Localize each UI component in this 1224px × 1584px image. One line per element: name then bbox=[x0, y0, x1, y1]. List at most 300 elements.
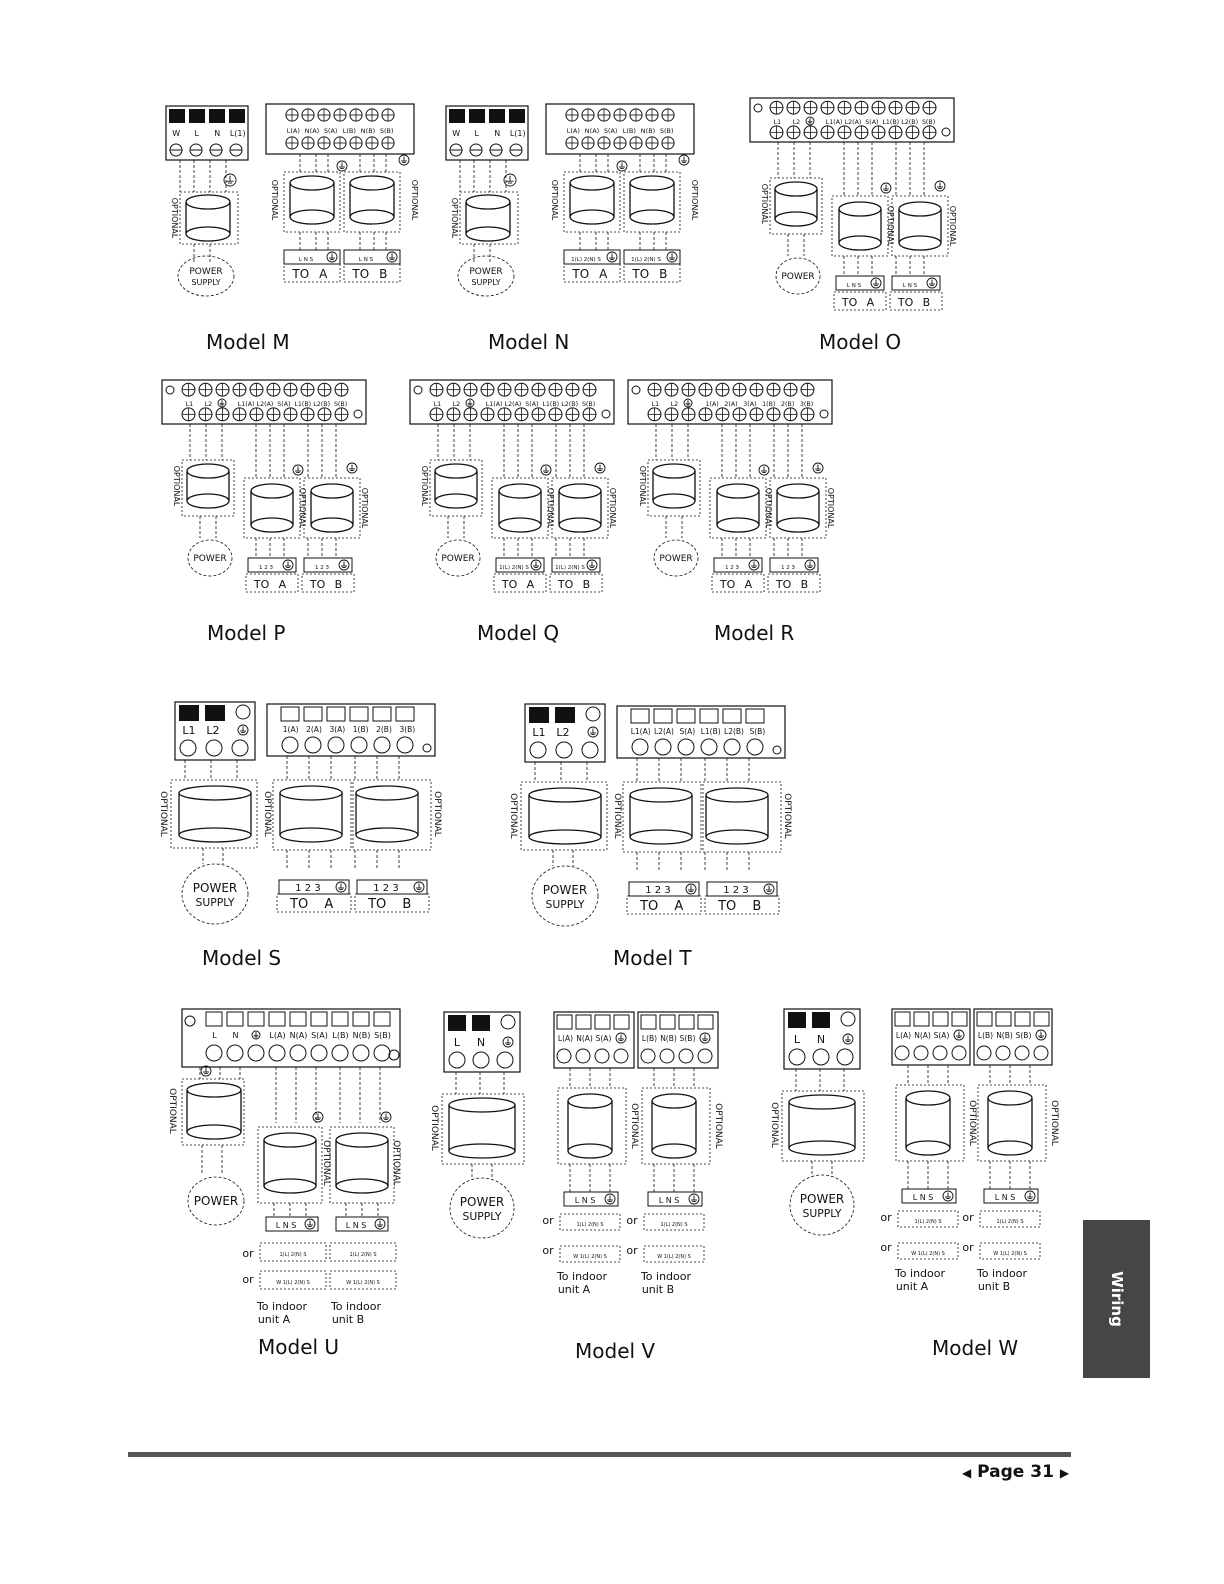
plug-pin-icon bbox=[311, 1012, 327, 1026]
screw-icon bbox=[952, 1046, 966, 1060]
unit-terminal-label: S(B) bbox=[1015, 1031, 1032, 1040]
plug-pin-icon bbox=[723, 709, 741, 723]
unit-terminal-label: L(A) bbox=[895, 1031, 912, 1040]
power-label: POWER bbox=[459, 1195, 505, 1209]
filter-core-icon bbox=[789, 1141, 855, 1155]
filter-core-icon bbox=[356, 828, 418, 842]
alt-terminal-label: 1(L) 2(N) S bbox=[279, 1252, 307, 1258]
indoor-label: To indoor bbox=[330, 1300, 382, 1313]
optional-label: OPTIONAL bbox=[508, 793, 518, 839]
mount-hole-icon bbox=[389, 1050, 399, 1060]
unit-terminal-label: L(B) bbox=[622, 127, 636, 135]
plug-pin-icon bbox=[952, 1012, 967, 1026]
optional-box bbox=[564, 172, 620, 232]
plug-pin-icon bbox=[509, 109, 525, 123]
screw-icon bbox=[837, 1049, 853, 1065]
optional-label: OPTIONAL bbox=[550, 179, 559, 221]
plug-pin-icon bbox=[448, 1015, 466, 1031]
screw-icon bbox=[305, 737, 321, 753]
filter-core-icon bbox=[280, 828, 342, 842]
mount-hole-icon bbox=[632, 386, 640, 394]
optional-label: OPTIONAL bbox=[429, 1105, 439, 1151]
model-n-diagram bbox=[440, 100, 700, 350]
terminal-label: 1(L) 2(N) S bbox=[555, 565, 585, 571]
plug-pin-icon bbox=[555, 707, 575, 723]
alt-terminal-label: 1(L) 2(N) S bbox=[349, 1252, 377, 1258]
footer-rule bbox=[128, 1452, 1071, 1457]
strip-terminal-label: L1(B) bbox=[542, 401, 560, 408]
filter-core-icon bbox=[988, 1091, 1032, 1105]
screw-icon bbox=[641, 1049, 655, 1063]
terminal-label: 1 2 3 bbox=[295, 883, 321, 894]
optional-label: OPTIONAL bbox=[713, 1103, 723, 1149]
strip-terminal-label: 3(B) bbox=[799, 401, 814, 408]
alt-terminal-label: W 1(L) 2(N) S bbox=[346, 1280, 380, 1286]
indoor-label: To indoor bbox=[256, 1300, 308, 1313]
optional-box bbox=[284, 172, 340, 232]
plug-pin-icon bbox=[700, 709, 718, 723]
indoor-label: To indoor bbox=[894, 1267, 946, 1280]
terminal-label: L N S bbox=[912, 1193, 934, 1202]
indoor-label: unit B bbox=[977, 1280, 1011, 1293]
model-p-diagram bbox=[160, 378, 370, 608]
strip-terminal-label: L2(B) bbox=[313, 401, 331, 408]
plug-pin-icon bbox=[248, 1012, 264, 1026]
indoor-label: To indoor bbox=[976, 1267, 1028, 1280]
filter-core-icon bbox=[350, 176, 394, 190]
strip-terminal-label: L2 bbox=[792, 119, 801, 126]
filter-core-icon bbox=[187, 464, 229, 478]
plug-pin-icon bbox=[449, 109, 465, 123]
screw-icon bbox=[914, 1046, 928, 1060]
optional-label: OPTIONAL bbox=[782, 793, 792, 839]
prev-arrow-icon: ◀ bbox=[962, 1466, 972, 1480]
optional-label: OPTIONAL bbox=[321, 1140, 331, 1186]
mount-hole-icon bbox=[942, 128, 950, 136]
strip-terminal-label: S(A) bbox=[277, 401, 291, 408]
plug-pin-icon bbox=[304, 707, 322, 721]
plug-pin-icon bbox=[614, 1015, 629, 1029]
plug-pin-icon bbox=[679, 1015, 694, 1029]
unit-terminal-label: 1(B) bbox=[352, 725, 369, 734]
screw-icon bbox=[556, 742, 572, 758]
strip-terminal-label: L2(B) bbox=[561, 401, 579, 408]
terminal-label: 1 2 3 bbox=[259, 565, 273, 571]
supply-terminal-label: L2 bbox=[206, 724, 220, 737]
screw-icon bbox=[813, 1049, 829, 1065]
next-arrow-icon: ▶ bbox=[1059, 1466, 1070, 1480]
indoor-label: unit A bbox=[557, 1283, 591, 1296]
filter-core-icon bbox=[559, 484, 601, 498]
filter-core-icon bbox=[839, 236, 881, 250]
filter-core-icon bbox=[187, 1125, 241, 1139]
or-label: or bbox=[962, 1241, 974, 1254]
terminal-label: 1 2 3 bbox=[315, 565, 329, 571]
power-label: SUPPLY bbox=[471, 277, 501, 287]
power-label: POWER bbox=[189, 267, 223, 277]
indoor-label: unit A bbox=[895, 1280, 929, 1293]
to-label: B bbox=[659, 267, 668, 281]
unit-terminal-label: S(A) bbox=[323, 127, 338, 135]
to-label: A bbox=[278, 578, 287, 591]
unit-terminal-label: S(A) bbox=[595, 1034, 612, 1043]
plug-pin-icon bbox=[353, 1012, 369, 1026]
mount-hole-icon bbox=[185, 1016, 195, 1026]
unit-terminal-label: S(A) bbox=[679, 727, 696, 736]
plug-pin-icon bbox=[660, 1015, 675, 1029]
or-label: or bbox=[962, 1211, 974, 1224]
filter-core-icon bbox=[350, 210, 394, 224]
page-number bbox=[962, 1462, 1069, 1482]
wiring-side-tab bbox=[1083, 1220, 1150, 1378]
unit-terminal-label: L2(A) bbox=[654, 727, 674, 736]
optional-label: OPTIONAL bbox=[826, 487, 835, 529]
power-label: POWER bbox=[781, 272, 815, 283]
plug-pin-icon bbox=[206, 1012, 222, 1026]
screw-icon bbox=[180, 740, 196, 756]
supply-terminal-label: L bbox=[453, 1036, 461, 1049]
screw-icon bbox=[311, 1045, 327, 1061]
to-label: A bbox=[319, 267, 328, 281]
alt-terminal-label: 1(L) 2(N) S bbox=[996, 1219, 1024, 1225]
model-m-caption: Model M bbox=[206, 330, 290, 354]
filter-core-icon bbox=[789, 1095, 855, 1109]
filter-core-icon bbox=[899, 236, 941, 250]
filter-core-icon bbox=[336, 1133, 388, 1147]
supply-terminal-label: L bbox=[793, 1033, 801, 1046]
to-label: TO bbox=[897, 296, 914, 309]
filter-core-icon bbox=[630, 176, 674, 190]
optional-label: OPTIONAL bbox=[158, 791, 168, 837]
unit-terminal-label: L(B) bbox=[641, 1034, 658, 1043]
diagram-svg bbox=[428, 1008, 728, 1328]
diagram-svg bbox=[160, 378, 370, 608]
unit-terminal-label: 1(A) bbox=[282, 725, 299, 734]
unit-terminal-label: N(A) bbox=[304, 127, 320, 135]
filter-core-icon bbox=[652, 1144, 696, 1158]
screw-icon bbox=[586, 707, 600, 721]
optional-label: OPTIONAL bbox=[410, 179, 419, 221]
unit-terminal-label: S(B) bbox=[679, 1034, 696, 1043]
plug-pin-icon bbox=[996, 1012, 1011, 1026]
diagram-svg bbox=[440, 100, 700, 350]
strip-terminal-label: L2 bbox=[452, 401, 461, 408]
filter-core-icon bbox=[906, 1091, 950, 1105]
unit-terminal-label: N(B) bbox=[660, 1034, 677, 1043]
indoor-label: To indoor bbox=[640, 1270, 692, 1283]
screw-icon bbox=[332, 1045, 348, 1061]
screw-icon bbox=[724, 739, 740, 755]
unit-terminal-label: L(A) bbox=[566, 127, 580, 135]
model-q-caption: Model Q bbox=[477, 621, 560, 645]
unit-terminal-label: N(A) bbox=[914, 1031, 931, 1040]
filter-core-icon bbox=[264, 1179, 316, 1193]
optional-label: OPTIONAL bbox=[764, 487, 773, 529]
strip-terminal-label: L2(A) bbox=[844, 119, 862, 126]
strip-terminal-label: L1 bbox=[651, 401, 660, 408]
strip-terminal-label: 2(A) bbox=[724, 401, 738, 408]
screw-icon bbox=[977, 1046, 991, 1060]
screw-icon bbox=[557, 1049, 571, 1063]
filter-core-icon bbox=[435, 494, 477, 508]
alt-terminal-label: W 1(L) 2(N) S bbox=[573, 1254, 607, 1260]
optional-label: OPTIONAL bbox=[432, 791, 442, 837]
or-label: or bbox=[626, 1244, 638, 1257]
power-label: POWER bbox=[192, 881, 238, 895]
page-label: Page 31 bbox=[977, 1462, 1054, 1482]
terminal-label: 1 2 3 bbox=[723, 885, 749, 896]
optional-box bbox=[627, 896, 701, 914]
supply-terminal-label: N bbox=[494, 129, 501, 138]
screw-icon bbox=[374, 737, 390, 753]
strip-terminal-label: N bbox=[232, 1031, 239, 1040]
unit-terminal-label: N(A) bbox=[584, 127, 600, 135]
terminal-label: L N S bbox=[902, 283, 918, 289]
strip-terminal-label: 3(A) bbox=[743, 401, 757, 408]
terminal-label: L N S bbox=[994, 1193, 1016, 1202]
strip-terminal-label: S(B) bbox=[921, 119, 936, 126]
to-label: TO bbox=[640, 899, 659, 914]
mount-hole-icon bbox=[754, 104, 762, 112]
or-label: or bbox=[242, 1247, 254, 1260]
optional-label: OPTIONAL bbox=[360, 487, 369, 529]
plug-pin-icon bbox=[396, 707, 414, 721]
power-label: POWER bbox=[193, 1194, 239, 1209]
supply-terminal-label: L1 bbox=[182, 724, 196, 737]
strip-terminal-label: S(B) bbox=[581, 401, 596, 408]
mount-hole-icon bbox=[602, 410, 610, 418]
optional-label: OPTIONAL bbox=[638, 465, 647, 507]
model-t-caption: Model T bbox=[613, 946, 692, 970]
to-label: A bbox=[674, 899, 684, 914]
unit-terminal-label: S(A) bbox=[933, 1031, 950, 1040]
optional-label: OPTIONAL bbox=[298, 487, 307, 529]
strip-terminal-label: S(A) bbox=[865, 119, 879, 126]
screw-icon bbox=[701, 739, 717, 755]
strip-terminal-label: L1(A) bbox=[237, 401, 255, 408]
mount-hole-icon bbox=[423, 744, 431, 752]
strip-terminal-label: N(A) bbox=[289, 1031, 308, 1040]
screw-icon bbox=[996, 1046, 1010, 1060]
supply-terminal-label: N bbox=[816, 1033, 826, 1046]
model-u-caption: Model U bbox=[258, 1335, 340, 1359]
filter-core-icon bbox=[187, 1083, 241, 1097]
alt-terminal-label: 1(L) 2(N) S bbox=[576, 1222, 604, 1228]
unit-terminal-label: L2(B) bbox=[724, 727, 744, 736]
filter-core-icon bbox=[706, 788, 768, 802]
strip-terminal-label: L1(A) bbox=[485, 401, 503, 408]
to-label: B bbox=[752, 899, 762, 914]
mount-hole-icon bbox=[354, 410, 362, 418]
plug-pin-icon bbox=[595, 1015, 610, 1029]
plug-pin-icon bbox=[654, 709, 672, 723]
mount-hole-icon bbox=[414, 386, 422, 394]
or-label: or bbox=[242, 1273, 254, 1286]
terminal-label: L N S bbox=[846, 283, 862, 289]
power-label: SUPPLY bbox=[462, 1210, 502, 1223]
model-p-caption: Model P bbox=[207, 621, 286, 645]
power-label: POWER bbox=[193, 554, 227, 565]
filter-core-icon bbox=[899, 202, 941, 216]
plug-pin-icon bbox=[189, 109, 205, 123]
model-v-caption: Model V bbox=[575, 1339, 656, 1363]
to-label: TO bbox=[572, 267, 590, 281]
supply-terminal-label: N bbox=[214, 129, 221, 138]
plug-pin-icon bbox=[469, 109, 485, 123]
optional-box bbox=[355, 894, 429, 912]
optional-label: OPTIONAL bbox=[629, 1103, 639, 1149]
filter-core-icon bbox=[251, 518, 293, 532]
model-r-caption: Model R bbox=[714, 621, 795, 645]
power-label: POWER bbox=[799, 1192, 845, 1206]
strip-terminal-label: L2 bbox=[204, 401, 213, 408]
strip-terminal-label: L1 bbox=[433, 401, 442, 408]
filter-core-icon bbox=[356, 786, 418, 800]
optional-label: OPTIONAL bbox=[167, 1088, 177, 1134]
plug-pin-icon bbox=[529, 707, 549, 723]
filter-core-icon bbox=[570, 176, 614, 190]
optional-label: OPTIONAL bbox=[262, 791, 272, 837]
screw-icon bbox=[269, 1045, 285, 1061]
filter-core-icon bbox=[652, 1094, 696, 1108]
filter-core-icon bbox=[311, 484, 353, 498]
screw-icon bbox=[353, 1045, 369, 1061]
terminal-label: L N S bbox=[358, 257, 374, 263]
alt-terminal-label: 1(L) 2(N) S bbox=[914, 1219, 942, 1225]
mount-hole-icon bbox=[773, 746, 781, 754]
supply-terminal-label: L(1) bbox=[229, 129, 246, 138]
optional-label: OPTIONAL bbox=[420, 465, 429, 507]
to-label: TO bbox=[501, 578, 518, 591]
model-w-caption: Model W bbox=[932, 1336, 1019, 1360]
to-label: B bbox=[334, 578, 343, 591]
plug-pin-icon bbox=[227, 1012, 243, 1026]
alt-terminal-label: W 1(L) 2(N) S bbox=[911, 1251, 945, 1257]
model-s-caption: Model S bbox=[202, 946, 282, 970]
screw-icon bbox=[747, 739, 763, 755]
supply-terminal-label: L2 bbox=[556, 726, 570, 739]
terminal-label: 1 2 3 bbox=[373, 883, 399, 894]
unit-terminal-label: 3(B) bbox=[399, 725, 416, 734]
or-label: or bbox=[542, 1214, 554, 1227]
unit-terminal-label: N(B) bbox=[996, 1031, 1013, 1040]
optional-label: OPTIONAL bbox=[450, 197, 459, 239]
supply-terminal-label: L1 bbox=[532, 726, 546, 739]
indoor-label: unit B bbox=[641, 1283, 675, 1296]
terminal-label: L N S bbox=[298, 257, 314, 263]
screw-icon bbox=[679, 1049, 693, 1063]
filter-core-icon bbox=[290, 176, 334, 190]
to-label: B bbox=[582, 578, 591, 591]
to-label: A bbox=[526, 578, 535, 591]
strip-terminal-label: S(A) bbox=[525, 401, 539, 408]
terminal-label: 1 2 3 bbox=[645, 885, 671, 896]
to-label: B bbox=[922, 296, 931, 309]
unit-terminal-label: L(A) bbox=[557, 1034, 574, 1043]
optional-box bbox=[624, 172, 680, 232]
to-label: A bbox=[744, 578, 753, 591]
unit-terminal-label: S(B) bbox=[749, 727, 766, 736]
screw-icon bbox=[582, 742, 598, 758]
plug-pin-icon bbox=[290, 1012, 306, 1026]
supply-terminal-label: L bbox=[194, 129, 199, 138]
indoor-label: unit A bbox=[257, 1313, 291, 1326]
filter-core-icon bbox=[653, 464, 695, 478]
unit-terminal-label: S(A) bbox=[603, 127, 618, 135]
strip-terminal-label: 1(B) bbox=[762, 401, 776, 408]
diagram-svg bbox=[626, 378, 836, 608]
screw-icon bbox=[595, 1049, 609, 1063]
alt-terminal-label: 1(L) 2(N) S bbox=[660, 1222, 688, 1228]
optional-box bbox=[521, 782, 607, 850]
screw-icon bbox=[841, 1012, 855, 1026]
filter-core-icon bbox=[264, 1133, 316, 1147]
unit-terminal-label: L(B) bbox=[342, 127, 356, 135]
unit-terminal-label: N(B) bbox=[360, 127, 376, 135]
optional-label: OPTIONAL bbox=[170, 197, 179, 239]
plug-pin-icon bbox=[933, 1012, 948, 1026]
filter-core-icon bbox=[630, 830, 692, 844]
to-label: TO bbox=[309, 578, 326, 591]
model-r-diagram bbox=[626, 378, 836, 608]
plug-pin-icon bbox=[788, 1012, 806, 1028]
supply-terminal-label: W bbox=[452, 129, 461, 138]
screw-icon bbox=[397, 737, 413, 753]
plug-pin-icon bbox=[698, 1015, 713, 1029]
filter-core-icon bbox=[311, 518, 353, 532]
unit-terminal-label: L1(B) bbox=[700, 727, 721, 736]
plug-pin-icon bbox=[812, 1012, 830, 1028]
filter-core-icon bbox=[653, 494, 695, 508]
optional-box bbox=[277, 894, 351, 912]
optional-label: OPTIONAL bbox=[612, 793, 622, 839]
model-m-diagram bbox=[160, 100, 420, 350]
diagram-svg bbox=[408, 378, 618, 608]
plug-pin-icon bbox=[631, 709, 649, 723]
screw-icon bbox=[895, 1046, 909, 1060]
or-label: or bbox=[626, 1214, 638, 1227]
plug-pin-icon bbox=[746, 709, 764, 723]
optional-box bbox=[171, 780, 257, 848]
diagram-svg bbox=[155, 698, 445, 933]
optional-label: OPTIONAL bbox=[608, 487, 617, 529]
plug-pin-icon bbox=[332, 1012, 348, 1026]
screw-icon bbox=[374, 1045, 390, 1061]
filter-core-icon bbox=[717, 518, 759, 532]
plug-pin-icon bbox=[374, 1012, 390, 1026]
model-s-diagram bbox=[155, 698, 445, 933]
optional-box bbox=[244, 478, 300, 538]
strip-terminal-label: L1(B) bbox=[294, 401, 312, 408]
filter-core-icon bbox=[906, 1141, 950, 1155]
optional-label: OPTIONAL bbox=[967, 1100, 977, 1146]
screw-icon bbox=[698, 1049, 712, 1063]
strip-terminal-label: L2(A) bbox=[256, 401, 274, 408]
filter-core-icon bbox=[706, 830, 768, 844]
filter-core-icon bbox=[336, 1179, 388, 1193]
terminal-label: 1(L) 2(N) S bbox=[499, 565, 529, 571]
filter-core-icon bbox=[775, 182, 817, 196]
filter-core-icon bbox=[630, 210, 674, 224]
optional-box bbox=[705, 896, 779, 914]
unit-terminal-label: 2(A) bbox=[306, 725, 322, 734]
strip-terminal-label: L1(B) bbox=[882, 119, 900, 126]
strip-terminal-label: L2 bbox=[670, 401, 679, 408]
terminal-label: L N S bbox=[574, 1196, 596, 1205]
filter-core-icon bbox=[449, 1144, 515, 1158]
optional-label: OPTIONAL bbox=[948, 205, 957, 247]
unit-terminal-label: L1(A) bbox=[630, 727, 651, 736]
